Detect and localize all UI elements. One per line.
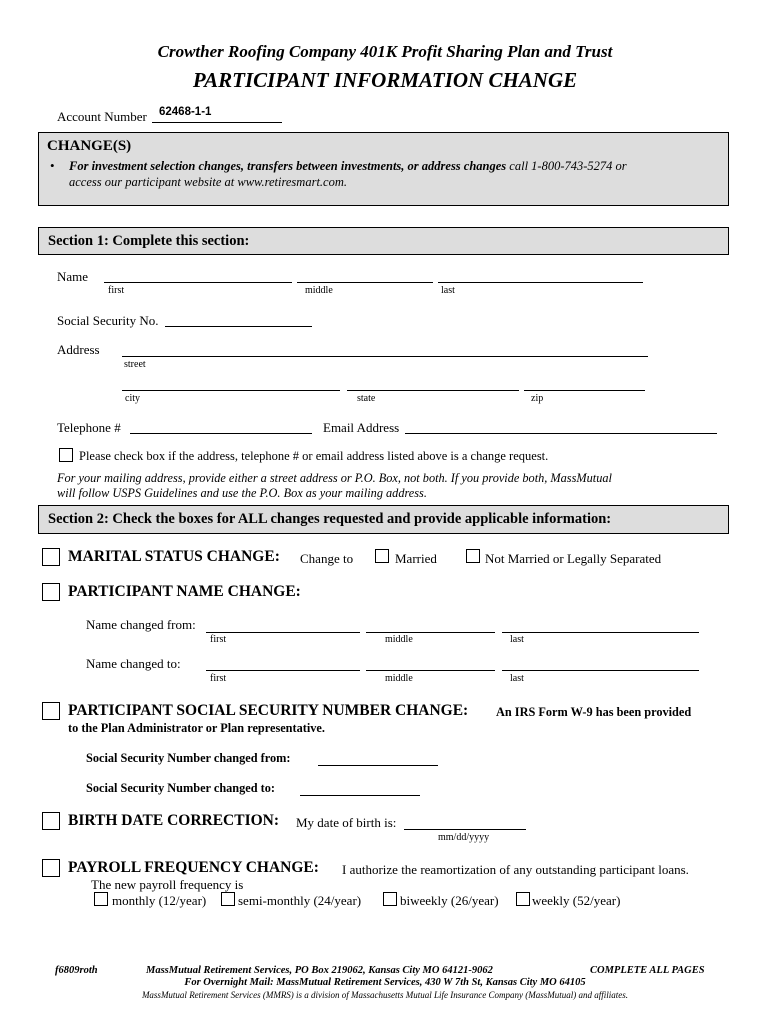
payroll-new-freq: The new payroll frequency is [91,877,244,892]
semi-monthly-label: semi-monthly (24/year) [238,893,362,908]
telephone-label: Telephone # [57,420,121,435]
changes-bullet-phone: call 1-800-743-5274 or [506,159,627,173]
name-label: Name [57,269,89,284]
birth-date-line[interactable] [404,829,526,830]
ssn-label: Social Security No. [57,313,159,328]
monthly-label: monthly (12/year) [112,893,207,908]
footer-complete-all-pages: COMPLETE ALL PAGES [590,965,705,976]
email-label: Email Address [323,420,400,435]
name-from-last-line[interactable] [502,632,699,633]
changes-bullet-line2: access our participant website at www.retiresmart.com. [69,175,347,189]
changes-bullet-bold: For investment selection changes, transfers between investments, or address changes [69,159,507,173]
telephone-line[interactable] [130,433,312,434]
birth-date-checkbox[interactable] [42,812,60,830]
mailing-note-line2: will follow USPS Guidelines and use the P.O. Box as your mailing address. [57,486,427,500]
change-request-checkbox[interactable] [59,448,73,462]
not-married-label: Not Married or Legally Separated [485,551,662,566]
account-number-label: Account Number [57,109,147,124]
semi-monthly-checkbox[interactable] [221,892,235,906]
changes-heading: CHANGE(S) [47,138,132,154]
ssn-change-note2: to the Plan Administrator or Plan representative. [68,721,325,735]
marital-status-checkbox[interactable] [42,548,60,566]
birth-date-format: mm/dd/yyyy [438,832,490,843]
mailing-note-line1: For your mailing address, provide either a street address or P.O. Box, not both. If you provide both, MassMutual [57,471,612,485]
street-caption: street [124,359,146,370]
city-caption: city [125,393,140,404]
account-number-line [152,122,282,123]
marital-change-to: Change to [300,551,354,566]
ssn-change-note1: An IRS Form W-9 has been provided [496,705,692,719]
married-label: Married [395,551,437,566]
footer-address: MassMutual Retirement Services, PO Box 219062, Kansas City MO 64121-9062 [146,965,493,976]
last-name-line[interactable] [438,282,643,283]
name-to-last-caption: last [510,673,524,684]
section2-title: Section 2: Check the boxes for ALL changes requested and provide applicable information: [48,511,612,527]
first-name-line[interactable] [104,282,292,283]
biweekly-label: biweekly (26/year) [400,893,499,908]
state-line[interactable] [347,390,519,391]
name-from-first-caption: first [210,634,227,645]
married-checkbox[interactable] [375,549,389,563]
middle-name-line[interactable] [297,282,433,283]
name-to-middle-line[interactable] [366,670,495,671]
ssn-change-heading: PARTICIPANT SOCIAL SECURITY NUMBER CHANGE: [68,702,469,719]
weekly-checkbox[interactable] [516,892,530,906]
street-line[interactable] [122,356,648,357]
payroll-heading: PAYROLL FREQUENCY CHANGE: [68,859,319,876]
email-line[interactable] [405,433,717,434]
name-change-checkbox[interactable] [42,583,60,601]
last-caption: last [441,285,455,296]
name-from-middle-caption: middle [385,634,413,645]
not-married-checkbox[interactable] [466,549,480,563]
ssn-from-label: Social Security Number changed from: [86,751,291,765]
change-request-text: Please check box if the address, telephone # or email address listed above is a change request. [79,449,549,463]
weekly-label: weekly (52/year) [532,893,621,908]
first-caption: first [108,285,125,296]
name-to-last-line[interactable] [502,670,699,671]
name-to-label: Name changed to: [86,656,181,671]
ssn-to-line[interactable] [300,795,420,796]
changes-bullet-line1 [69,159,627,174]
name-from-first-line[interactable] [206,632,360,633]
section1-title: Section 1: Complete this section: [48,233,250,249]
ssn-change-checkbox[interactable] [42,702,60,720]
biweekly-checkbox[interactable] [383,892,397,906]
address-label: Address [57,342,100,357]
name-to-first-line[interactable] [206,670,360,671]
name-to-first-caption: first [210,673,227,684]
city-line[interactable] [122,390,340,391]
zip-line[interactable] [524,390,645,391]
payroll-frequency-checkbox[interactable] [42,859,60,877]
name-from-middle-line[interactable] [366,632,495,633]
footer-form-code: f6809roth [55,965,98,976]
ssn-line[interactable] [165,326,312,327]
company-title: Crowther Roofing Company 401K Profit Sharing Plan and Trust [157,42,613,61]
marital-heading: MARITAL STATUS CHANGE: [68,548,280,565]
account-number-value[interactable]: 62468-1-1 [159,106,212,118]
middle-caption: middle [305,285,333,296]
name-from-label: Name changed from: [86,617,196,632]
payroll-text: I authorize the reamortization of any outstanding participant loans. [342,862,689,877]
name-from-last-caption: last [510,634,524,645]
zip-caption: zip [531,393,544,404]
footer-overnight: For Overnight Mail: MassMutual Retirement Services, 430 W 7th St, Kansas City MO 64105 [184,977,586,988]
name-to-middle-caption: middle [385,673,413,684]
state-caption: state [357,393,376,404]
footer-disclaimer: MassMutual Retirement Services (MMRS) is a division of Massachusetts Mutual Life Insurance Company (MassMutual) and affiliates. [141,990,629,1000]
monthly-checkbox[interactable] [94,892,108,906]
bullet-dot: • [50,158,55,173]
ssn-to-label: Social Security Number changed to: [86,781,275,795]
form-title: PARTICIPANT INFORMATION CHANGE [192,68,578,92]
birth-date-heading: BIRTH DATE CORRECTION: [68,812,280,829]
ssn-from-line[interactable] [318,765,438,766]
birth-date-text: My date of birth is: [296,815,397,830]
name-change-heading: PARTICIPANT NAME CHANGE: [68,583,301,600]
